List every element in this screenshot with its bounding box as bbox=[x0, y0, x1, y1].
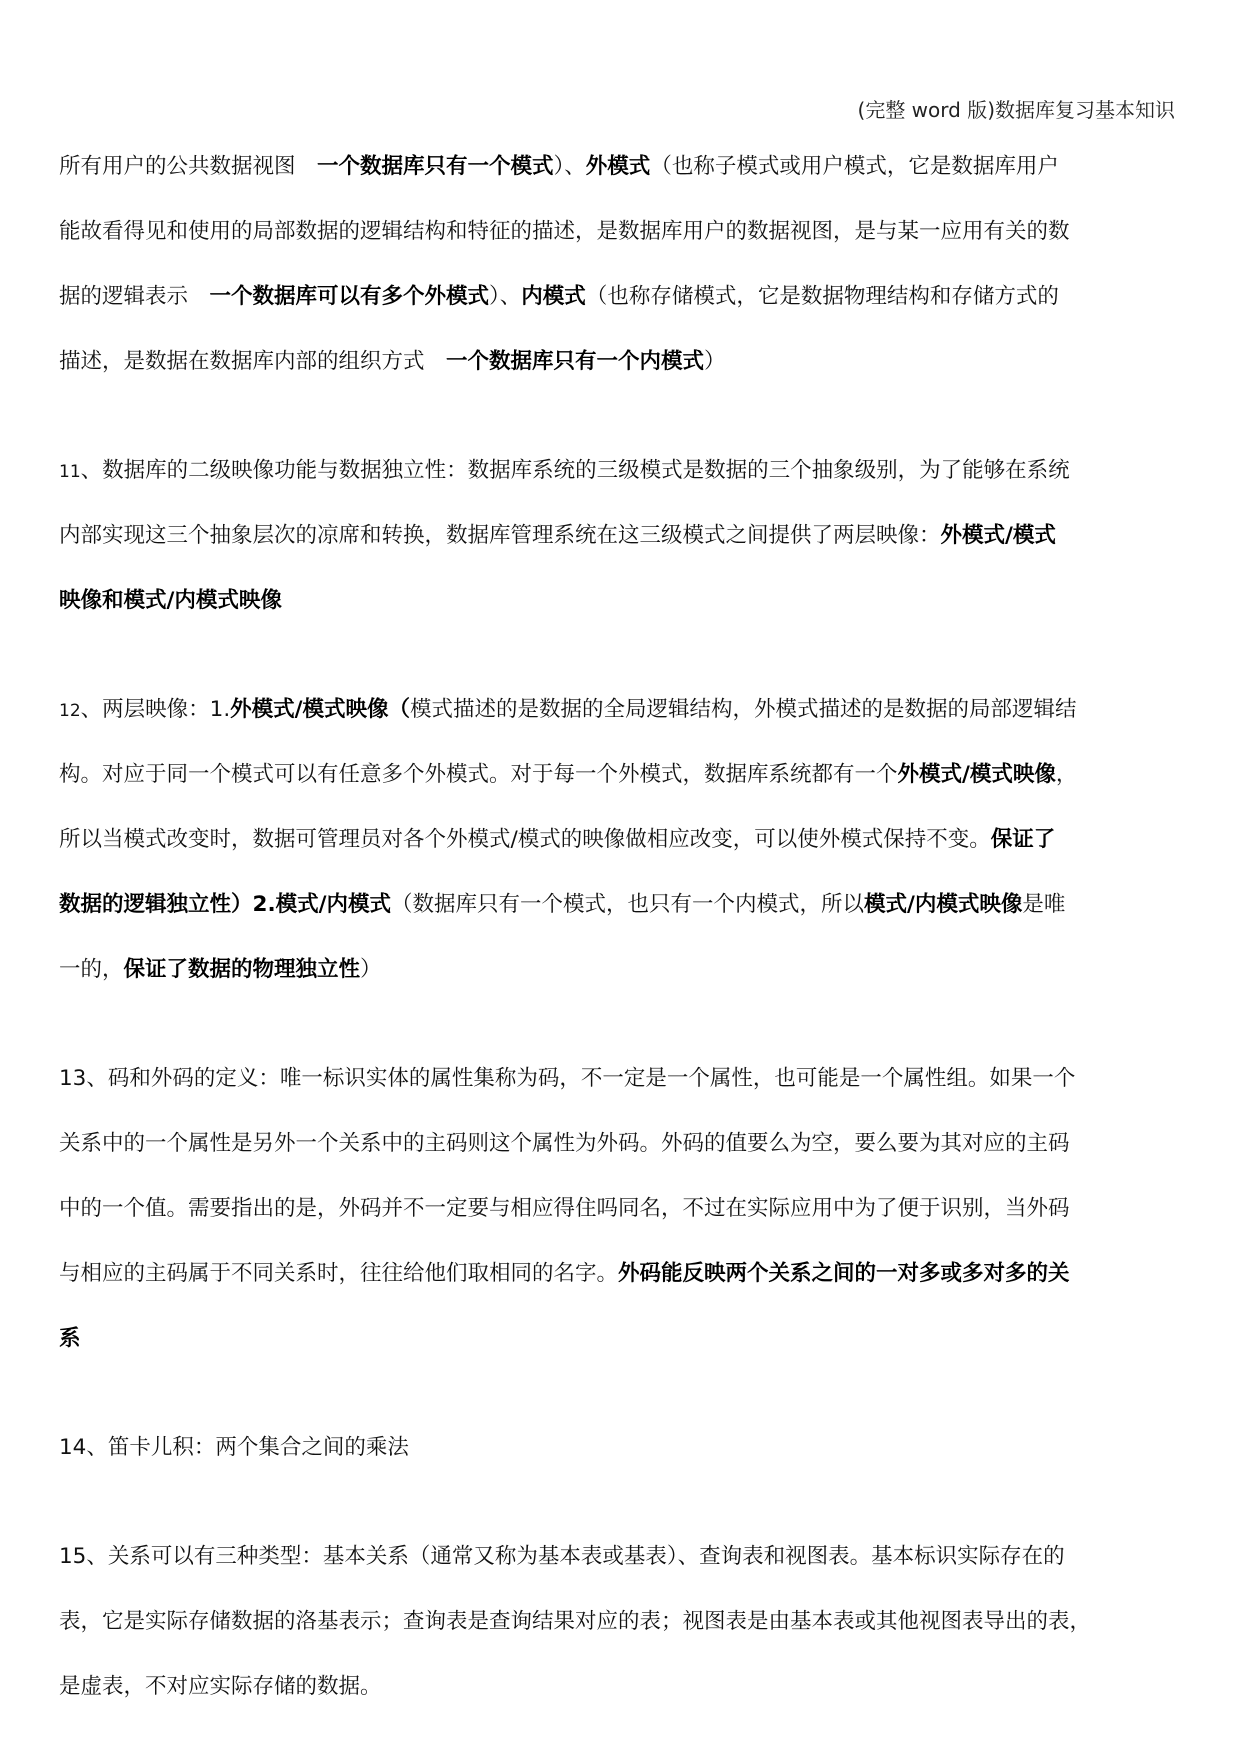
text-line bbox=[59, 1415, 1184, 1480]
bold-text-run: 保证了 bbox=[990, 827, 1056, 852]
text-run: ）、 bbox=[489, 284, 522, 309]
paragraph-gap bbox=[59, 394, 1184, 438]
text-line bbox=[59, 937, 1184, 1002]
paragraph-gap bbox=[59, 1480, 1184, 1524]
text-run: 、两层映像：1. bbox=[80, 697, 231, 722]
text-run: ， bbox=[1055, 762, 1078, 787]
text-run: 内部实现这三个抽象层次的凉席和转换，数据库管理系统在这三级模式之间提供了两层映像： bbox=[59, 523, 941, 548]
text-line bbox=[59, 742, 1184, 807]
text-run: 中的一个值。需要指出的是，外码并不一定要与相应得住吗同名，不过在实际应用中为了便于识别，当外码 bbox=[59, 1196, 1070, 1221]
text-line bbox=[59, 568, 1184, 633]
text-run: 是虚表，不对应实际存储的数据。 bbox=[59, 1674, 382, 1699]
bold-text-run: 系 bbox=[59, 1326, 81, 1351]
paragraph-gap bbox=[59, 633, 1184, 677]
text-run: 所有用户的公共数据视图 bbox=[59, 154, 318, 179]
bold-text-run: 一个数据库只有一个模式 bbox=[317, 154, 554, 179]
bold-text-run: 外模式/模式映像（ bbox=[230, 697, 411, 722]
bold-text-run: 外模式/模式映像 bbox=[897, 762, 1056, 787]
text-run: 14、笛卡儿积：两个集合之间的乘法 bbox=[59, 1435, 409, 1460]
text-line bbox=[59, 1306, 1184, 1371]
text-run: 是唯 bbox=[1022, 892, 1066, 917]
page-header-title: (完整 word 版)数据库复习基本知识 bbox=[857, 98, 1175, 122]
text-run: 构。对应于同一个模式可以有任意多个外模式。对于每一个外模式，数据库系统都有一个 bbox=[59, 762, 898, 787]
paragraph bbox=[59, 134, 1184, 394]
paragraph bbox=[59, 677, 1184, 1002]
text-run: 12 bbox=[59, 701, 81, 721]
bold-text-run: 保证了数据的物理独立性 bbox=[123, 957, 361, 982]
text-run: 所以当模式改变时，数据可管理员对各个外模式/模式的映像做相应改变，可以使外模式保持不变。 bbox=[59, 827, 991, 852]
text-run: （也称子模式或用户模式，它是数据库用户 bbox=[650, 154, 1059, 179]
text-line bbox=[59, 677, 1184, 742]
paragraph bbox=[59, 1524, 1184, 1719]
text-line bbox=[59, 134, 1184, 199]
text-line bbox=[59, 1589, 1184, 1654]
text-line bbox=[59, 1046, 1184, 1111]
text-line bbox=[59, 1654, 1184, 1719]
document-body bbox=[59, 134, 1184, 1719]
text-line bbox=[59, 1111, 1184, 1176]
bold-text-run: 外码能反映两个关系之间的一对多或多对多的关 bbox=[618, 1261, 1070, 1286]
text-run: 模式描述的是数据的全局逻辑结构，外模式描述的是数据的局部逻辑结 bbox=[410, 697, 1077, 722]
text-line bbox=[59, 872, 1184, 937]
text-line bbox=[59, 438, 1184, 503]
bold-text-run: 外模式 bbox=[585, 154, 651, 179]
bold-text-run: 模式/内模式映像 bbox=[864, 892, 1023, 917]
text-run: 关系中的一个属性是另外一个关系中的主码则这个属性为外码。外码的值要么为空，要么要为其对应的主码 bbox=[59, 1131, 1070, 1156]
text-line bbox=[59, 329, 1184, 394]
text-run: ）、 bbox=[553, 154, 586, 179]
text-line bbox=[59, 199, 1184, 264]
text-run: （数据库只有一个模式，也只有一个内模式，所以 bbox=[390, 892, 864, 917]
text-run: 与相应的主码属于不同关系时，往往给他们取相同的名字。 bbox=[59, 1261, 619, 1286]
bold-text-run: 内模式 bbox=[521, 284, 586, 309]
paragraph-gap bbox=[59, 1002, 1184, 1046]
paragraph bbox=[59, 1415, 1184, 1480]
bold-text-run: 一个数据库可以有多个外模式 bbox=[209, 284, 490, 309]
text-run: 、数据库的二级映像功能与数据独立性：数据库系统的三级模式是数据的三个抽象级别，为了能够在系统 bbox=[80, 458, 1070, 483]
bold-text-run: 外模式/模式 bbox=[940, 523, 1056, 548]
text-run: 能故看得见和使用的局部数据的逻辑结构和特征的描述，是数据库用户的数据视图，是与某一应用有关的数 bbox=[59, 219, 1070, 244]
bold-text-run: 一个数据库只有一个内模式 bbox=[446, 349, 705, 374]
text-run: （也称存储模式，它是数据物理结构和存储方式的 bbox=[585, 284, 1059, 309]
text-line bbox=[59, 1524, 1184, 1589]
text-run: ） bbox=[704, 349, 726, 374]
text-run: 15、关系可以有三种类型：基本关系（通常又称为基本表或基表）、查询表和视图表。基本标识实际存在的 bbox=[59, 1544, 1065, 1569]
text-run: 13、码和外码的定义：唯一标识实体的属性集称为码，不一定是一个属性，也可能是一个属性组。如果一个 bbox=[59, 1066, 1076, 1091]
text-line bbox=[59, 1241, 1184, 1306]
text-line bbox=[59, 807, 1184, 872]
text-line bbox=[59, 264, 1184, 329]
text-run: 据的逻辑表示 bbox=[59, 284, 210, 309]
text-line bbox=[59, 1176, 1184, 1241]
text-line bbox=[59, 503, 1184, 568]
bold-text-run: 数据的逻辑独立性）2.模式/内模式 bbox=[59, 892, 391, 917]
text-run: ） bbox=[360, 957, 382, 982]
paragraph bbox=[59, 438, 1184, 633]
text-run: 描述，是数据在数据库内部的组织方式 bbox=[59, 349, 447, 374]
text-run: 一的， bbox=[59, 957, 124, 982]
text-run: 表，它是实际存储数据的洛基表示；查询表是查询结果对应的表；视图表是由基本表或其他视图表导出的表， bbox=[59, 1609, 1092, 1634]
paragraph-gap bbox=[59, 1371, 1184, 1415]
paragraph bbox=[59, 1046, 1184, 1371]
text-run: 11 bbox=[59, 462, 81, 482]
bold-text-run: 映像和模式/内模式映像 bbox=[59, 588, 282, 613]
